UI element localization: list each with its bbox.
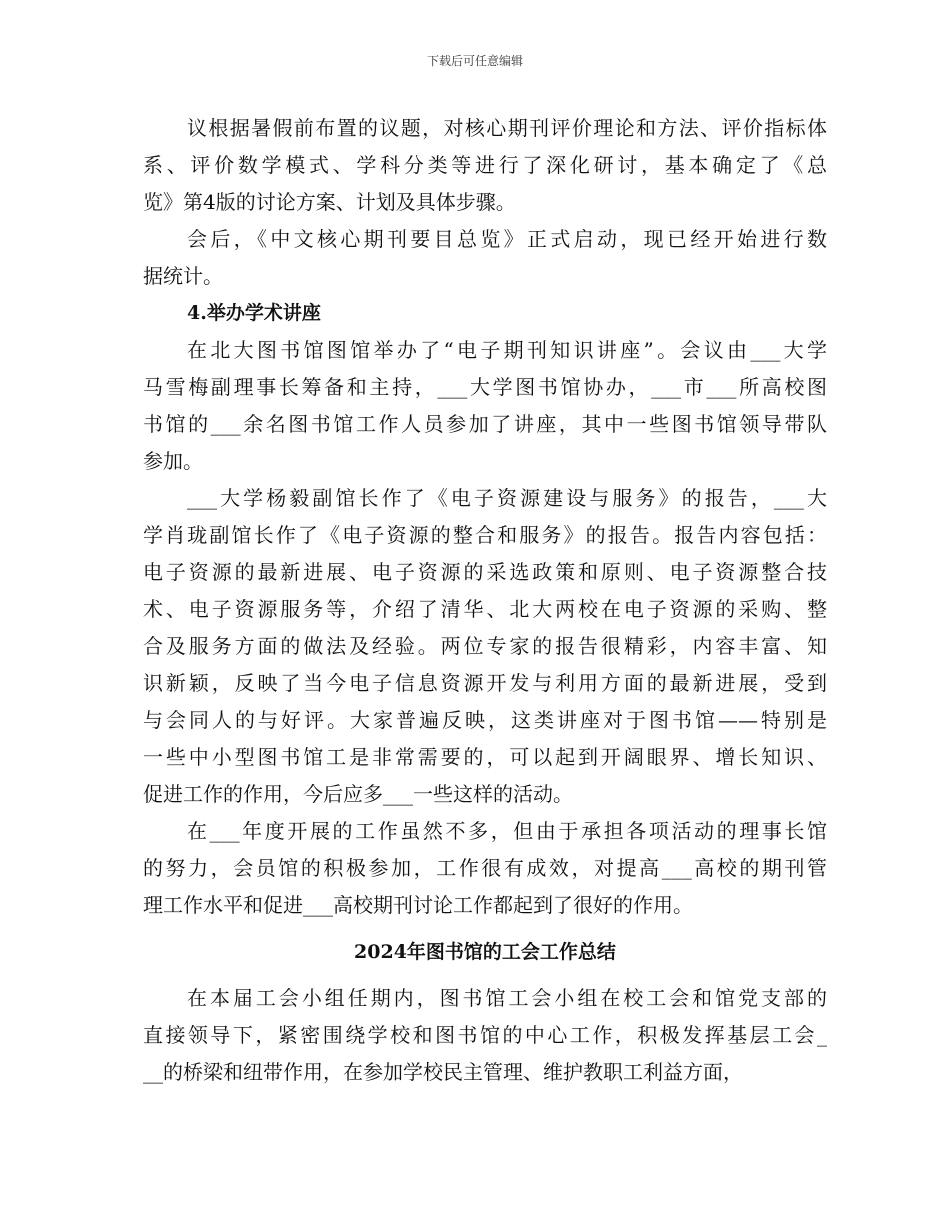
section-subheading: 4.举办学术讲座 <box>187 302 321 324</box>
paragraph-line: 在北大图书馆图馆举办了“电子期刊知识讲座”。会议由___大学 <box>187 338 827 362</box>
paragraph-line: 书馆的___余名图书馆工作人员参加了讲座，其中一些图书馆领导带队 <box>143 412 827 436</box>
document-title: 2024年图书馆的工会工作总结 <box>354 941 616 963</box>
document-body <box>143 110 827 1091</box>
paragraph-line: 识新颖，反映了当今电子信息资源开发与利用方面的最新进展，受到 <box>143 671 827 695</box>
paragraph-line: __的桥梁和纽带作用，在参加学校民主管理、维护教职工利益方面， <box>143 1060 743 1084</box>
paragraph-line: 理工作水平和促进___高校期刊讨论工作都起到了很好的作用。 <box>143 893 693 917</box>
paragraph-line: 促进工作的作用，今后应多___一些这样的活动。 <box>143 782 573 806</box>
paragraph-line: 与会同人的与好评。大家普遍反映，这类讲座对于图书馆——特别是 <box>143 708 827 732</box>
paragraph-line: 电子资源的最新进展、电子资源的采选政策和原则、电子资源整合技 <box>143 560 827 584</box>
paragraph-line: ___大学杨毅副馆长作了《电子资源建设与服务》的报告，___大 <box>187 486 827 510</box>
paragraph-line: 据统计。 <box>143 264 223 288</box>
paragraph-line: 合及服务方面的做法及经验。两位专家的报告很精彩，内容丰富、知 <box>143 634 827 658</box>
paragraph <box>143 110 827 221</box>
paragraph-line: 览》第4版的讨论方案、计划及具体步骤。 <box>143 190 516 214</box>
paragraph-line: 参加。 <box>143 449 203 473</box>
paragraph-line: 学肖珑副馆长作了《电子资源的整合和服务》的报告。报告内容包括： <box>143 523 827 547</box>
paragraph-line: 的努力，会员馆的积极参加，工作很有成效，对提高___高校的期刊管 <box>143 856 827 880</box>
paragraph-line: 马雪梅副理事长筹备和主持，___大学图书馆协办，___市___所高校图 <box>143 375 827 399</box>
paragraph-line: 会后，《中文核心期刊要目总览》正式启动，现已经开始进行数 <box>187 227 827 251</box>
paragraph <box>143 480 827 813</box>
paragraph-line: 一些中小型图书馆工是非常需要的，可以起到开阔眼界、增长知识、 <box>143 745 827 769</box>
paragraph-line: 在本届工会小组任期内，图书馆工会小组在校工会和馆党支部的 <box>187 986 827 1010</box>
paragraph <box>143 332 827 480</box>
paragraph-line: 议根据暑假前布置的议题，对核心期刊评价理论和方法、评价指标体 <box>187 116 827 140</box>
paragraph <box>143 813 827 924</box>
paragraph-line: 系、评价数学模式、学科分类等进行了深化研讨，基本确定了《总 <box>143 153 827 177</box>
page-header: 下载后可任意编辑 <box>426 54 523 68</box>
paragraph-line: 术、电子资源服务等，介绍了清华、北大两校在电子资源的采购、整 <box>143 597 827 621</box>
paragraph-line: 在___年度开展的工作虽然不多，但由于承担各项活动的理事长馆 <box>187 819 827 843</box>
paragraph <box>143 980 827 1091</box>
paragraph-line: 直接领导下，紧密围绕学校和图书馆的中心工作，积极发挥基层工会_ <box>143 1023 827 1047</box>
paragraph <box>143 221 827 295</box>
